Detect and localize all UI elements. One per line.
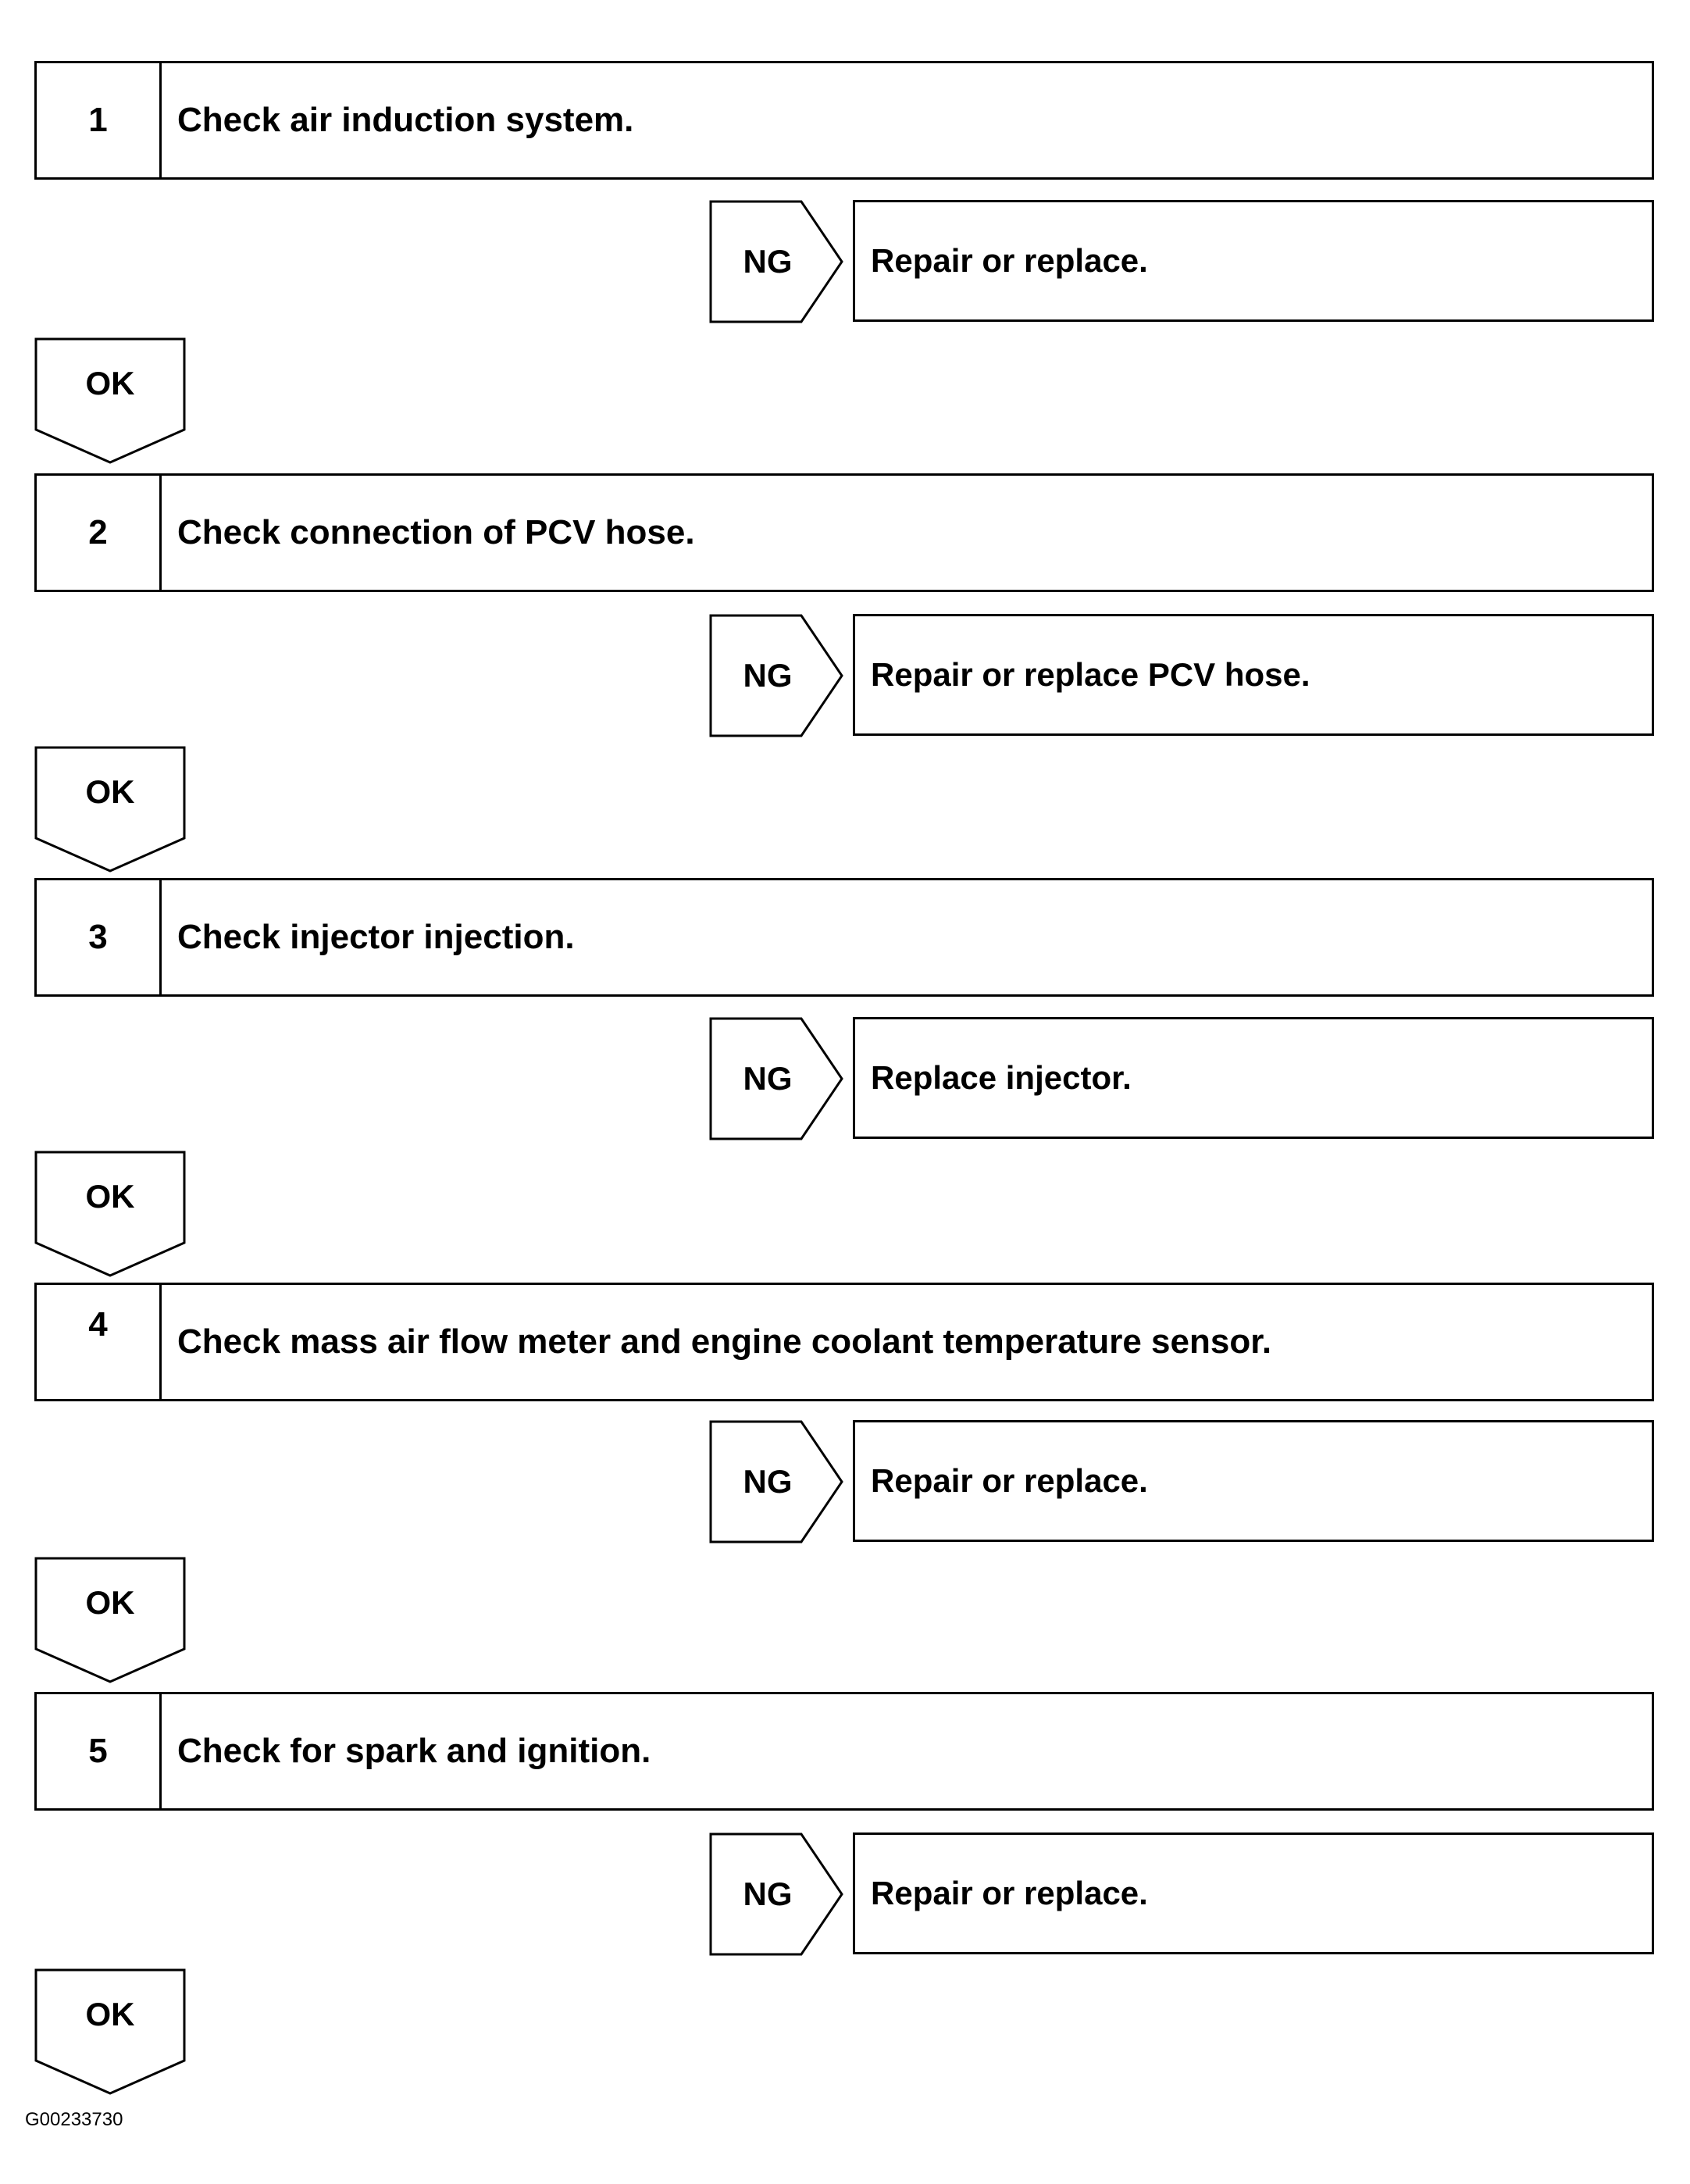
ok-label-2: OK (85, 773, 135, 810)
step-3-number: 3 (37, 880, 162, 994)
ng-action-4-box (853, 1420, 1654, 1542)
ng-label-5: NG (743, 1875, 793, 1912)
ng-label-1: NG (743, 243, 793, 280)
ng-action-5-box (853, 1832, 1654, 1954)
ok-label-3: OK (85, 1178, 135, 1215)
ng-action-1-text: Repair or replace. (871, 242, 1148, 279)
ok-label-4: OK (85, 1584, 135, 1621)
ng-action-5-text: Repair or replace. (871, 1875, 1148, 1911)
step-4-text: Check mass air flow meter and engine coolant temperature sensor. (177, 1322, 1272, 1361)
step-3-box (34, 878, 1654, 997)
step-1-box (34, 61, 1654, 180)
step-3-text: Check injector injection. (177, 918, 575, 956)
ok-label-1: OK (85, 365, 135, 401)
ng-label-3: NG (743, 1060, 793, 1097)
ng-action-2-box (853, 614, 1654, 736)
ok-label-5: OK (85, 1996, 135, 2032)
step-2-text: Check connection of PCV hose. (177, 513, 695, 551)
step-1-number: 1 (37, 63, 162, 177)
ng-action-3-text: Replace injector. (871, 1059, 1132, 1096)
step-5-box (34, 1692, 1654, 1811)
ng-action-1-box (853, 200, 1654, 322)
step-2-number: 2 (37, 476, 162, 590)
step-5-number: 5 (37, 1694, 162, 1808)
step-5-text: Check for spark and ignition. (177, 1732, 651, 1770)
ng-label-4: NG (743, 1463, 793, 1500)
step-2-box (34, 473, 1654, 592)
step-1-text: Check air induction system. (177, 101, 634, 139)
step-4-number: 4 (37, 1285, 162, 1399)
ng-label-2: NG (743, 657, 793, 694)
ng-action-3-box (853, 1017, 1654, 1139)
figure-id: G00233730 (25, 2109, 123, 2130)
ng-action-2-text: Repair or replace PCV hose. (871, 656, 1310, 693)
ng-action-4-text: Repair or replace. (871, 1462, 1148, 1499)
step-4-box (34, 1283, 1654, 1401)
